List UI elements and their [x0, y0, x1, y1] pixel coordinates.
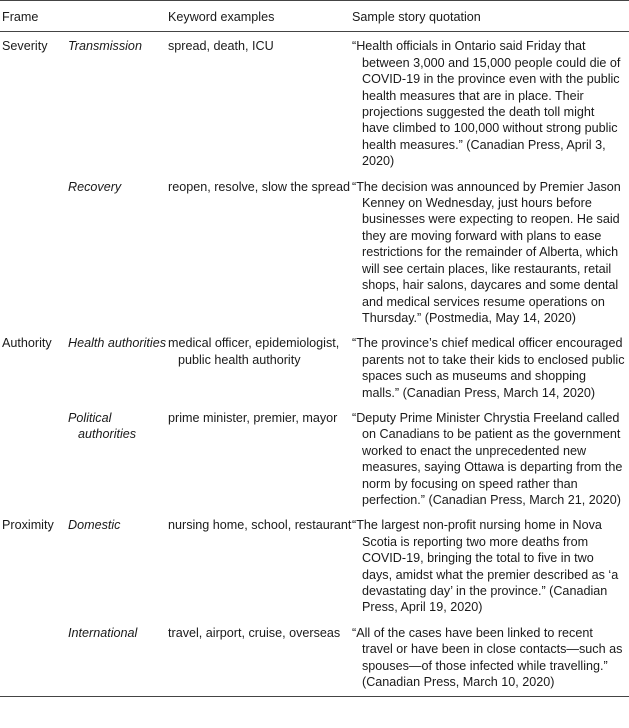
- header-keywords: Keyword examples: [168, 10, 275, 24]
- subframe-cell: [68, 407, 168, 514]
- frame-cell: [0, 407, 68, 514]
- table-row: [0, 622, 629, 697]
- frame-cell: Authority: [2, 336, 52, 351]
- subframe-cell: [68, 622, 168, 697]
- quote-cell: [352, 176, 629, 333]
- frame-cell: Severity: [2, 39, 48, 54]
- subframe-cell: [68, 332, 168, 407]
- keywords-text: spread, death, ICU: [168, 39, 274, 54]
- keywords-cell: [168, 622, 352, 697]
- header-row: [0, 1, 629, 32]
- quote-text: “The decision was announced by Premier Jason Kenney on Wednesday, just hours before businesses were expecting to reopen. He said they are moving forward with plans to ease restrictions for the remainder of Alberta, which will see certain places, like restaurants, retail shops, hair salons, daycares and some dental and medical services resume operations on Thursday.” (Postmedia, May 14, 2020): [352, 179, 621, 325]
- keywords-cell: [168, 32, 352, 176]
- quote-cell: [352, 407, 629, 514]
- frame-cell: [0, 176, 68, 333]
- table-row: [0, 176, 629, 333]
- quote-text: “All of the cases have been linked to recent travel or have been in close contacts—such as spouses—of those infected while travelling.” (Canadian Press, March 10, 2020): [352, 625, 623, 690]
- keywords-cell: [168, 176, 352, 333]
- subframe-text: Recovery: [68, 179, 122, 194]
- quote-cell: [352, 622, 629, 697]
- subframe-cell: [68, 514, 168, 621]
- quote-text: “Deputy Prime Minister Chrystia Freeland called on Canadians to be patient as the government worked to enact the unprecedented new measures, saying Ottawa is departing from the norm by focusing on speed rather than perfection.” (Canadian Press, March 21, 2020): [352, 410, 623, 507]
- subframe-text: Political authorities: [68, 410, 137, 442]
- keywords-text: reopen, resolve, slow the spread: [168, 179, 351, 194]
- table-body: [0, 32, 629, 697]
- subframe-text: Health authorities: [68, 336, 167, 351]
- subframe-cell: [68, 32, 168, 176]
- table-row: [0, 32, 629, 176]
- table-row: [0, 332, 629, 407]
- keywords-text: travel, airport, cruise, overseas: [168, 625, 341, 640]
- quote-cell: [352, 32, 629, 176]
- header-quote: Sample story quotation: [352, 10, 481, 24]
- subframe-text: Domestic: [68, 518, 121, 533]
- quote-text: “Health officials in Ontario said Friday that between 3,000 and 15,000 people could die of COVID-19 in the province even with the public health measures that are in place. Their projections suggested the death toll might have climbed to 100,000 without strong public health measures.” (Canadian Press, April 3, 2020): [352, 39, 621, 169]
- keywords-text: nursing home, school, restaurant: [168, 518, 352, 533]
- keywords-cell: [168, 332, 352, 407]
- quote-cell: [352, 332, 629, 407]
- keywords-cell: [168, 407, 352, 514]
- table-row: [0, 407, 629, 514]
- keywords-cell: [168, 514, 352, 621]
- header-frame: Frame: [2, 10, 39, 24]
- table-row: [0, 514, 629, 621]
- keywords-text: prime minister, premier, mayor: [168, 410, 338, 425]
- frame-cell: Proximity: [2, 518, 54, 533]
- quote-text: “The largest non-profit nursing home in Nova Scotia is reporting two more deaths from COVID-19, bringing the total to five in two days, amidst what the premier described as ‘a devastating day’ in the province.” (Canadian Press, April 19, 2020): [352, 518, 619, 615]
- keywords-text: medical officer, epidemiologist, public health authority: [168, 336, 340, 367]
- frame-cell: [0, 622, 68, 697]
- quote-text: “The province’s chief medical officer encouraged parents not to take their kids to enclosed public spaces such as museums and shopping malls.” (Canadian Press, March 14, 2020): [352, 336, 625, 400]
- subframe-text: International: [68, 625, 138, 640]
- table-header: [0, 1, 629, 32]
- subframe-cell: [68, 176, 168, 333]
- subframe-text: Transmission: [68, 39, 142, 54]
- quote-cell: [352, 514, 629, 621]
